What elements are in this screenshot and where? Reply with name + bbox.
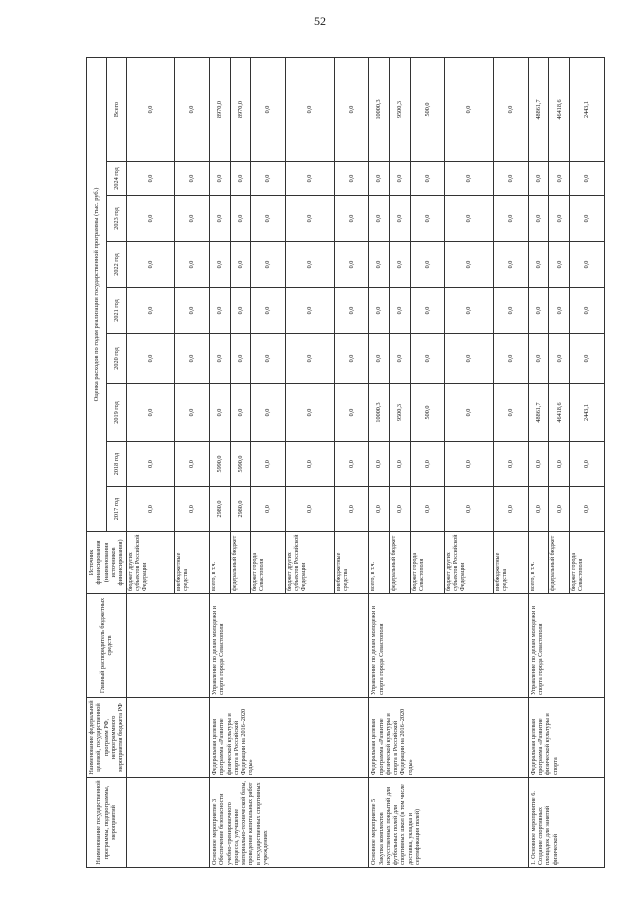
value-cell: 0,0 [369, 487, 390, 532]
source-cell: внебюджетные средства [334, 532, 369, 594]
year-header: 2024 год [107, 162, 127, 196]
value-cell: 46418,6 [549, 384, 570, 442]
value-cell: 5990,0 [209, 442, 230, 487]
value-cell: 2980,0 [230, 487, 251, 532]
value-cell: 0,0 [494, 487, 529, 532]
value-cell: 0,0 [334, 196, 369, 242]
value-cell: 0,0 [285, 334, 334, 384]
value-cell: 0,0 [549, 196, 570, 242]
value-cell: 0,0 [389, 162, 410, 196]
federal-program-cell: Федеральная целевая программа «Развитие физической культуры и спорта в Российской Федерации на 2016–2020 годы» [369, 698, 528, 778]
page-number: 52 [314, 14, 326, 28]
manager-cell: Управление по делам молодежи и спорта города Севастополя [209, 594, 368, 698]
source-cell: бюджет других субъектов Российской Федерации [445, 532, 494, 594]
value-cell: 0,0 [285, 196, 334, 242]
value-cell: 0,0 [570, 487, 605, 532]
value-cell: 0,0 [389, 242, 410, 288]
value-cell: 0,0 [285, 242, 334, 288]
value-cell: 0,0 [389, 196, 410, 242]
total-cell: 0,0 [285, 57, 334, 161]
source-cell: всего, в т.ч. [209, 532, 230, 594]
total-cell: 0,0 [334, 57, 369, 161]
value-cell: 0,0 [209, 334, 230, 384]
col-header-program: Наименование государственной программы, подпрограммы, мероприятий [87, 778, 127, 868]
value-cell: 0,0 [528, 196, 549, 242]
header-row-top [87, 57, 107, 867]
value-cell: 0,0 [126, 242, 175, 288]
value-cell: 0,0 [410, 442, 445, 487]
total-cell: 0,0 [494, 57, 529, 161]
value-cell: 0,0 [251, 442, 286, 487]
value-cell: 0,0 [528, 334, 549, 384]
year-header: 2020 год [107, 334, 127, 384]
value-cell: 0,0 [528, 288, 549, 334]
value-cell: 0,0 [209, 384, 230, 442]
total-cell: 500,0 [410, 57, 445, 161]
value-cell: 0,0 [126, 487, 175, 532]
value-cell: 0,0 [209, 288, 230, 334]
value-cell: 0,0 [410, 487, 445, 532]
value-cell: 0,0 [445, 487, 494, 532]
value-cell: 0,0 [389, 487, 410, 532]
value-cell: 0,0 [410, 288, 445, 334]
value-cell: 0,0 [369, 334, 390, 384]
value-cell: 0,0 [369, 442, 390, 487]
value-cell: 0,0 [445, 242, 494, 288]
source-cell: бюджет города Севастополя [251, 532, 286, 594]
col-header-costs: Оценка расходов по годам реализации государственной программы (тыс. руб.) [87, 57, 107, 531]
value-cell: 0,0 [126, 162, 175, 196]
table-row [528, 57, 549, 867]
program-cell: Основное мероприятие 3 Обеспечение безопасности учебно-тренировочного процесса, улучшение материально-технической базы, проведение капитальных работ в государственных спортивных учреждениях [209, 778, 368, 868]
value-cell: 0,0 [209, 242, 230, 288]
value-cell: 0,0 [528, 242, 549, 288]
value-cell: 0,0 [126, 334, 175, 384]
manager-cell: Управление по делам молодежи и спорта города Севастополя [528, 594, 604, 698]
expenditure-table [86, 57, 605, 868]
value-cell: 0,0 [230, 334, 251, 384]
value-cell: 0,0 [251, 288, 286, 334]
source-cell: всего, в т.ч. [369, 532, 390, 594]
value-cell: 0,0 [445, 384, 494, 442]
source-cell: внебюджетные средства [175, 532, 210, 594]
value-cell: 0,0 [334, 242, 369, 288]
value-cell: 0,0 [410, 196, 445, 242]
value-cell: 0,0 [570, 442, 605, 487]
year-header: 2018 год [107, 442, 127, 487]
value-cell: 0,0 [549, 162, 570, 196]
value-cell: 0,0 [251, 196, 286, 242]
value-cell: 0,0 [494, 242, 529, 288]
year-header: 2019 год [107, 384, 127, 442]
value-cell: 0,0 [251, 384, 286, 442]
value-cell: 2443,1 [570, 384, 605, 442]
value-cell: 0,0 [445, 442, 494, 487]
value-cell: 0,0 [126, 442, 175, 487]
value-cell: 0,0 [209, 196, 230, 242]
total-cell: 0,0 [251, 57, 286, 161]
total-cell: 2443,1 [570, 57, 605, 161]
value-cell: 0,0 [369, 242, 390, 288]
value-cell: 0,0 [389, 442, 410, 487]
total-cell: 0,0 [126, 57, 175, 161]
value-cell: 0,0 [494, 288, 529, 334]
table-row [369, 57, 390, 867]
value-cell: 0,0 [445, 196, 494, 242]
value-cell: 0,0 [445, 288, 494, 334]
value-cell: 0,0 [230, 196, 251, 242]
table-row [209, 57, 230, 867]
value-cell: 0,0 [389, 334, 410, 384]
value-cell: 0,0 [570, 334, 605, 384]
rotated-table-wrapper [86, 58, 591, 868]
value-cell: 0,0 [334, 487, 369, 532]
total-cell: 0,0 [445, 57, 494, 161]
program-cell: Основное мероприятие 5 Закупка комплектов искусственных покрытий для футбольных полей для спортивных школ (в том числе доставка, укладка и сертификация полей) [369, 778, 528, 868]
source-cell: федеральный бюджет [389, 532, 410, 594]
value-cell: 0,0 [175, 242, 210, 288]
value-cell: 0,0 [334, 288, 369, 334]
value-cell: 0,0 [334, 442, 369, 487]
value-cell: 2980,0 [209, 487, 230, 532]
source-cell: федеральный бюджет [549, 532, 570, 594]
value-cell: 0,0 [175, 442, 210, 487]
col-header-federal: Наименование федеральной целевой, государственной программ РФ, непрограммного мероприятия бюджета РФ [87, 698, 127, 778]
value-cell: 0,0 [549, 334, 570, 384]
value-cell: 0,0 [251, 162, 286, 196]
value-cell: 0,0 [175, 384, 210, 442]
federal-program-cell: Федеральная целевая программа «Развитие физической культуры и спорта [528, 698, 604, 778]
value-cell: 0,0 [285, 442, 334, 487]
value-cell: 0,0 [126, 384, 175, 442]
value-cell: 500,0 [410, 384, 445, 442]
value-cell: 0,0 [175, 334, 210, 384]
value-cell: 0,0 [410, 242, 445, 288]
value-cell: 0,0 [334, 334, 369, 384]
value-cell: 0,0 [410, 334, 445, 384]
value-cell: 0,0 [570, 288, 605, 334]
year-header: 2017 год [107, 487, 127, 532]
program-cell: 1. Основное мероприятие 6. Создание спортивных площадок для занятий физической [528, 778, 604, 868]
value-cell: 0,0 [209, 162, 230, 196]
value-cell: 0,0 [528, 442, 549, 487]
total-cell: 0,0 [175, 57, 210, 161]
value-cell: 0,0 [445, 162, 494, 196]
value-cell: 0,0 [494, 162, 529, 196]
total-cell: 46418,6 [549, 57, 570, 161]
value-cell: 0,0 [549, 487, 570, 532]
value-cell: 0,0 [570, 196, 605, 242]
value-cell: 0,0 [389, 288, 410, 334]
value-cell: 0,0 [494, 384, 529, 442]
year-header: 2022 год [107, 242, 127, 288]
value-cell: 0,0 [251, 487, 286, 532]
value-cell: 0,0 [251, 242, 286, 288]
federal-cell-empty [126, 698, 209, 778]
total-cell: 48861,7 [528, 57, 549, 161]
total-header: Всего [107, 57, 127, 161]
value-cell: 0,0 [549, 242, 570, 288]
value-cell: 0,0 [528, 162, 549, 196]
value-cell: 0,0 [494, 442, 529, 487]
year-header: 2023 год [107, 196, 127, 242]
value-cell: 0,0 [285, 487, 334, 532]
source-cell: бюджет других субъектов Российской Федерации [126, 532, 175, 594]
value-cell: 0,0 [369, 196, 390, 242]
value-cell: 10000,3 [369, 384, 390, 442]
year-header: 2021 год [107, 288, 127, 334]
total-cell: 9500,3 [389, 57, 410, 161]
value-cell: 0,0 [175, 162, 210, 196]
program-cell-empty [126, 778, 209, 868]
value-cell: 0,0 [369, 288, 390, 334]
source-cell: бюджет города Севастополя [410, 532, 445, 594]
value-cell: 0,0 [285, 162, 334, 196]
value-cell: 0,0 [570, 242, 605, 288]
value-cell: 0,0 [285, 288, 334, 334]
value-cell: 0,0 [285, 384, 334, 442]
source-cell: всего, в т.ч. [528, 532, 549, 594]
source-cell: федеральный бюджет [230, 532, 251, 594]
value-cell: 0,0 [230, 384, 251, 442]
col-header-source: Источник финансирования (наименования источников финансирования) [87, 532, 127, 594]
source-cell: внебюджетные средства [494, 532, 529, 594]
source-cell: бюджет города Севастополя [570, 532, 605, 594]
value-cell: 0,0 [334, 162, 369, 196]
manager-cell-empty [126, 594, 209, 698]
total-cell: 10000,3 [369, 57, 390, 161]
value-cell: 0,0 [230, 162, 251, 196]
federal-program-cell: Федеральная целевая программа «Развитие физической культуры и спорта в Российской Федерации на 2016–2020 годы» [209, 698, 368, 778]
value-cell: 0,0 [126, 196, 175, 242]
value-cell: 48861,7 [528, 384, 549, 442]
total-cell: 8970,0 [209, 57, 230, 161]
value-cell: 0,0 [230, 242, 251, 288]
value-cell: 0,0 [175, 487, 210, 532]
value-cell: 0,0 [175, 196, 210, 242]
manager-cell: Управление по делам молодежи и спорта города Севастополя [369, 594, 528, 698]
value-cell: 0,0 [549, 442, 570, 487]
value-cell: 0,0 [570, 162, 605, 196]
value-cell: 9500,3 [389, 384, 410, 442]
value-cell: 0,0 [410, 162, 445, 196]
value-cell: 0,0 [175, 288, 210, 334]
value-cell: 0,0 [445, 334, 494, 384]
total-cell: 8970,0 [230, 57, 251, 161]
col-header-manager: Главный распорядитель бюджетных средств [87, 594, 127, 698]
value-cell: 0,0 [494, 196, 529, 242]
value-cell: 0,0 [334, 384, 369, 442]
value-cell: 0,0 [549, 288, 570, 334]
value-cell: 0,0 [494, 334, 529, 384]
table-row [126, 57, 175, 867]
value-cell: 0,0 [528, 487, 549, 532]
source-cell: бюджет других субъектов Российской Федерации [285, 532, 334, 594]
value-cell: 0,0 [126, 288, 175, 334]
value-cell: 0,0 [251, 334, 286, 384]
value-cell: 0,0 [230, 288, 251, 334]
value-cell: 0,0 [369, 162, 390, 196]
value-cell: 5990,0 [230, 442, 251, 487]
